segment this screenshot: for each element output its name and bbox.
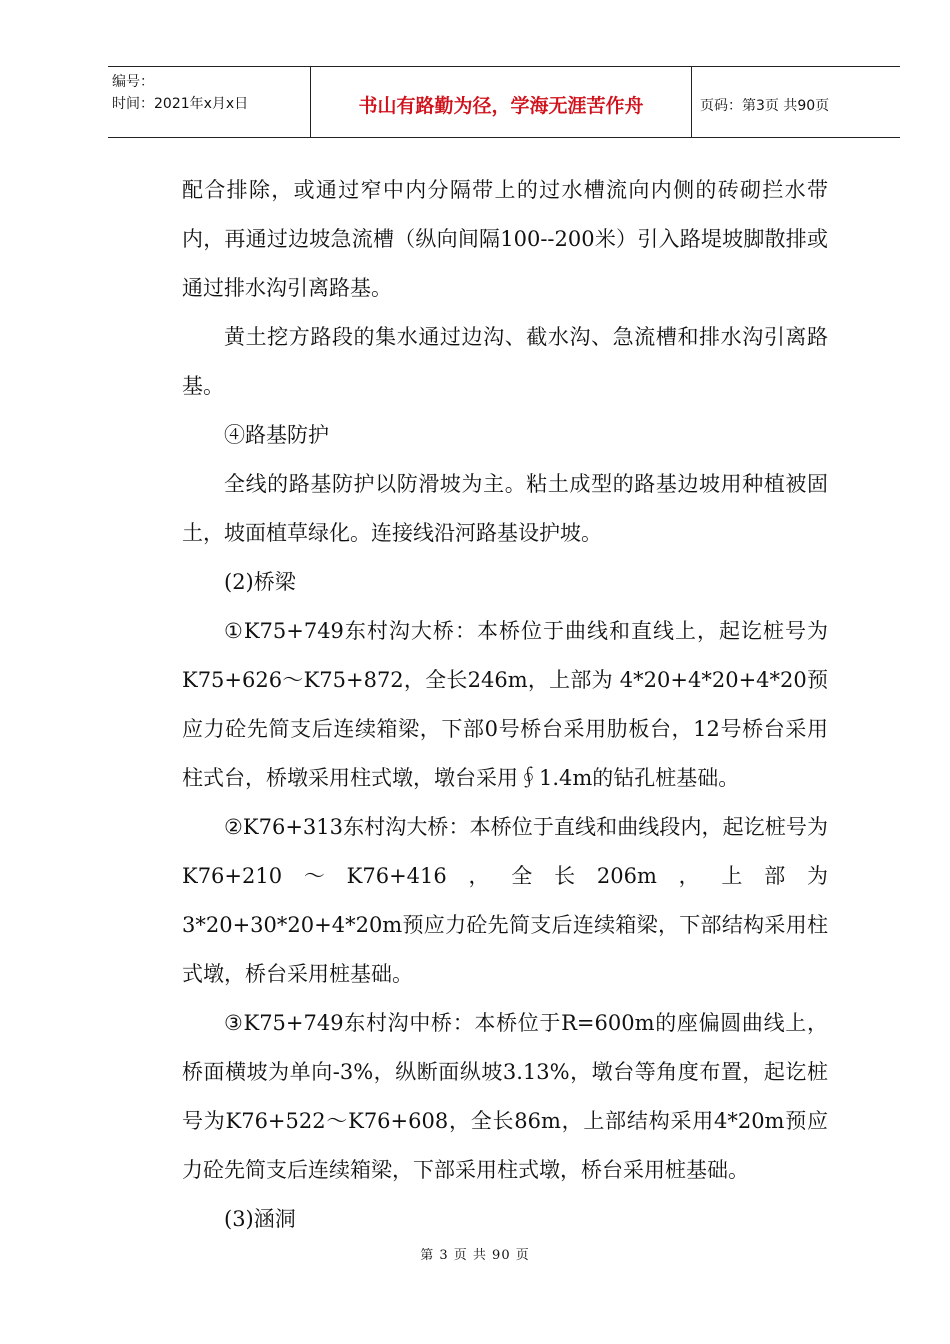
header-page-cell <box>690 67 900 137</box>
header-motto-cell <box>310 67 692 137</box>
document-time-label: 时间：2021年x月x日 <box>112 96 249 112</box>
page-header <box>108 66 900 138</box>
paragraph: ①K75+749东村沟大桥：本桥位于曲线和直线上，起讫桩号为K75+626～K75+872，全长246m，上部为 4*20+4*20+4*20预应力砼先简支后连续箱梁，下部0号桥台采用肋板台，12号桥台采用柱式台，桥墩采用柱式墩，墩台采用∮1.4m的钻孔桩基础。 <box>182 619 828 790</box>
paragraph: 配合排除，或通过窄中内分隔带上的过水槽流向内侧的砖砌拦水带内，再通过边坡急流槽（纵向间隔100--200米）引入路堤坡脚散排或通过排水沟引离路基。 <box>182 178 828 300</box>
paragraph: ②K76+313东村沟大桥：本桥位于直线和曲线段内，起讫桩号为K76+210～K76+416，全长206m，上部为3*20+30*20+4*20m预应力砼先简支后连续箱梁，下部结构采用柱式墩，桥台采用桩基础。 <box>182 815 828 986</box>
header-motto: 书山有路勤为径，学海无涯苦作舟 <box>358 95 644 117</box>
paragraph: 黄土挖方路段的集水通过边沟、截水沟、急流槽和排水沟引离路基。 <box>182 325 828 398</box>
page-footer: 第 3 页 共 90 页 <box>420 1248 530 1263</box>
section-heading: ④路基防护 <box>224 423 329 447</box>
paragraph: ③K75+749东村沟中桥：本桥位于R=600m的座偏圆曲线上，桥面横坡为单向-3%，纵断面纵坡3.13%，墩台等角度布置，起讫桩号为K76+522～K76+608，全长86m，上部结构采用4*20m预应力砼先简支后连续箱梁，下部采用柱式墩，桥台采用桩基础。 <box>182 1011 828 1182</box>
paragraph: 全线的路基防护以防滑坡为主。粘土成型的路基边坡用种植被固土，坡面植草绿化。连接线沿河路基设护坡。 <box>182 472 828 545</box>
header-page-label: 页码：第3页 共90页 <box>700 98 830 114</box>
section-heading: (3)涵洞 <box>224 1207 296 1231</box>
header-meta <box>108 67 310 137</box>
section-heading: (2)桥梁 <box>224 570 296 594</box>
document-number-label: 编号： <box>112 74 154 90</box>
document-body <box>182 166 828 1244</box>
